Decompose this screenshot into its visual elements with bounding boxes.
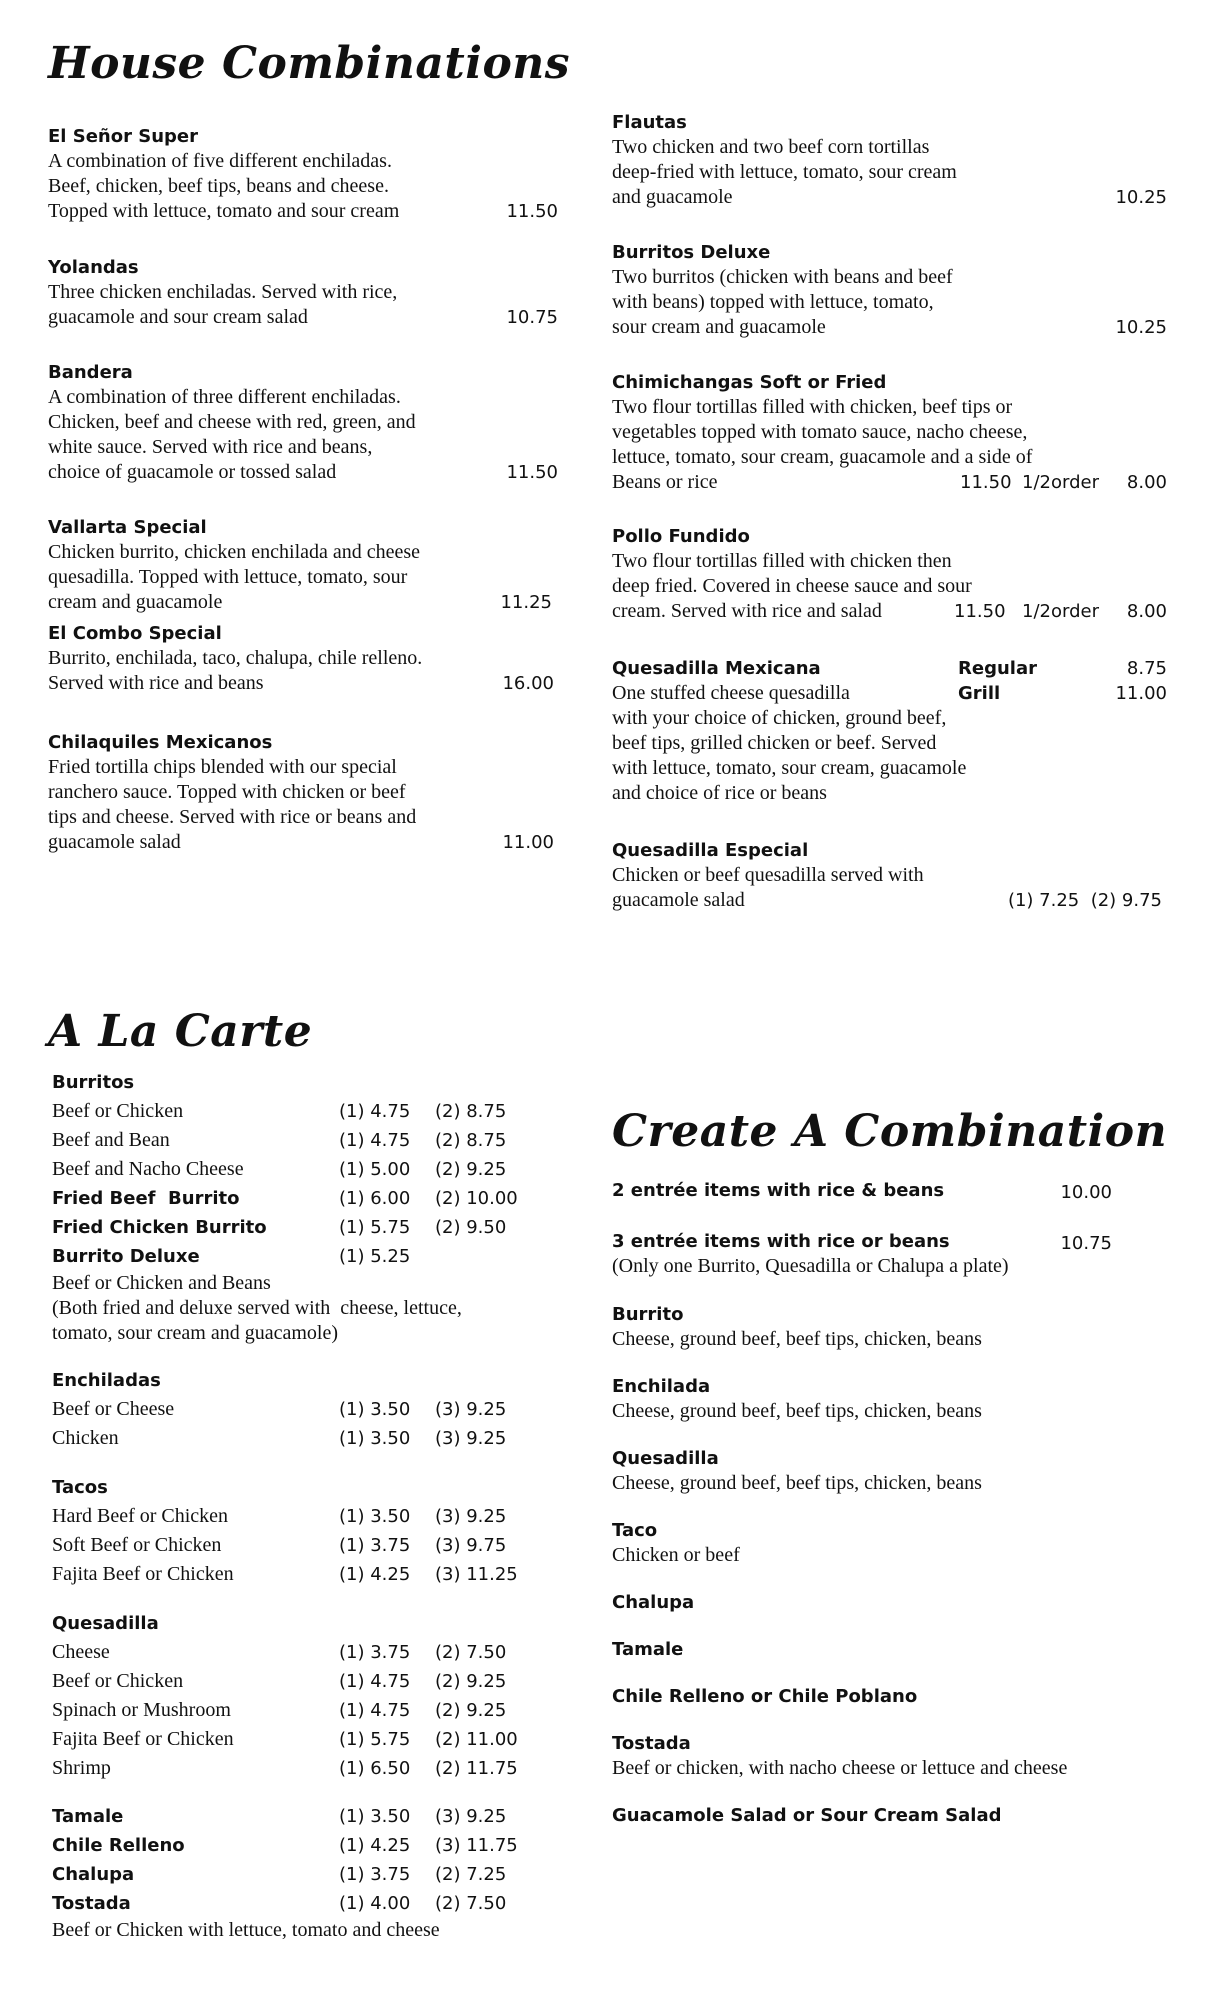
- menu-item-burritos-deluxe: [612, 240, 1167, 340]
- row-label: Tostada: [52, 1893, 131, 1914]
- item-desc-line: quesadilla. Topped with lettuce, tomato, sour: [48, 566, 408, 588]
- option-chile-relleno: [612, 1684, 1172, 1709]
- row-price-1: (1) 3.75: [339, 1642, 411, 1663]
- item-desc-line: Burrito, enchilada, taco, chalupa, chile relleno.: [48, 647, 423, 669]
- option-name: Taco: [612, 1520, 658, 1541]
- item-desc-line: Served with rice and beans: [48, 672, 264, 694]
- item-desc-line: Beef, chicken, beef tips, beans and cheese.: [48, 175, 389, 197]
- row-price-2: (2) 9.50: [435, 1217, 507, 1238]
- row-price-1: (1) 3.75: [339, 1864, 411, 1885]
- house-combinations-title: House Combinations: [48, 38, 571, 89]
- item-name: Yolandas: [48, 257, 139, 278]
- price-row: [52, 1242, 572, 1271]
- item-desc-line: and guacamole: [612, 186, 733, 208]
- menu-item-chimichangas: [612, 370, 1167, 495]
- row-price-2: (2) 8.75: [435, 1130, 507, 1151]
- row-price-1: (1) 3.50: [339, 1806, 411, 1827]
- row-price-2: (2) 10.00: [435, 1188, 518, 1209]
- row-label: Fried Beef Burrito: [52, 1188, 240, 1209]
- row-price-2: (2) 11.75: [435, 1758, 518, 1779]
- option-name: Quesadilla: [612, 1448, 719, 1469]
- row-price-2: (2) 9.25: [435, 1700, 507, 1721]
- item-desc-line: Two burritos (chicken with beans and beef: [612, 266, 953, 288]
- option-name: Tostada: [612, 1733, 691, 1754]
- item-desc-line: Fried tortilla chips blended with our special: [48, 756, 397, 778]
- price-row: [52, 1155, 572, 1184]
- three-items-note: (Only one Burrito, Quesadilla or Chalupa a plate): [612, 1255, 1009, 1277]
- row-price-1: (1) 5.25: [339, 1246, 411, 1267]
- option-tamale: [612, 1637, 1172, 1662]
- item-name: Quesadilla Especial: [612, 840, 809, 861]
- two-items-label: 2 entrée items with rice & beans: [612, 1180, 945, 1201]
- menu-item-el-senor-super: [48, 124, 558, 224]
- row-price-1: (1) 3.50: [339, 1428, 411, 1449]
- item-desc-line: Topped with lettuce, tomato and sour cream: [48, 200, 400, 222]
- item-desc-line: and choice of rice or beans: [612, 782, 827, 804]
- option-name: Enchilada: [612, 1376, 711, 1397]
- row-label: Tamale: [52, 1806, 124, 1827]
- price-row: [52, 1502, 572, 1531]
- item-desc-line: with beans) topped with lettuce, tomato,: [612, 291, 934, 313]
- item-desc-line: Chicken burrito, chicken enchilada and cheese: [48, 541, 421, 563]
- option-enchilada: [612, 1374, 1172, 1424]
- price-row: [52, 1126, 572, 1155]
- group-note: (Both fried and deluxe served with cheese, lettuce,: [52, 1297, 462, 1319]
- item-desc-line: A combination of five different enchiladas.: [48, 150, 392, 172]
- item-name: Pollo Fundido: [612, 526, 750, 547]
- row-price-2: (3) 9.25: [435, 1399, 507, 1420]
- item-name: Burritos Deluxe: [612, 242, 771, 263]
- item-desc-line: tips and cheese. Served with rice or beans and: [48, 806, 417, 828]
- price-row: [52, 1860, 572, 1889]
- price-row: [52, 1667, 572, 1696]
- item-desc-line: white sauce. Served with rice and beans,: [48, 436, 373, 458]
- menu-item-quesadilla-especial: [612, 838, 1167, 913]
- row-price-1: (1) 4.25: [339, 1835, 411, 1856]
- option-quesadilla: [612, 1446, 1172, 1496]
- row-price-1: (1) 4.75: [339, 1130, 411, 1151]
- price-row: [52, 1424, 572, 1453]
- option-guacamole-salad: [612, 1803, 1172, 1828]
- row-price-2: (3) 11.25: [435, 1564, 518, 1585]
- row-price-2: (2) 7.50: [435, 1893, 507, 1914]
- item-desc-line: Three chicken enchiladas. Served with rice,: [48, 281, 398, 303]
- option-chalupa: [612, 1590, 1172, 1615]
- item-name: Quesadilla Mexicana: [612, 658, 821, 679]
- row-price-1: (1) 5.75: [339, 1729, 411, 1750]
- option-name: Guacamole Salad or Sour Cream Salad: [612, 1805, 1002, 1826]
- item-desc-line: deep fried. Covered in cheese sauce and sour: [612, 575, 972, 597]
- item-price: 11.50: [506, 462, 558, 483]
- row-price-2: (3) 11.75: [435, 1835, 518, 1856]
- option-name: Tamale: [612, 1639, 684, 1660]
- row-price-1: (1) 4.00: [339, 1893, 411, 1914]
- item-price: 10.25: [1115, 317, 1167, 338]
- row-label: Beef and Bean: [52, 1129, 170, 1151]
- price-row: [52, 1395, 572, 1424]
- row-price-1: (1) 4.75: [339, 1101, 411, 1122]
- row-price-2: (2) 7.50: [435, 1642, 507, 1663]
- item-desc-line: Chicken or beef quesadilla served with: [612, 864, 924, 886]
- row-label: Fajita Beef or Chicken: [52, 1728, 234, 1750]
- item-price: 10.25: [1115, 187, 1167, 208]
- price-row: [52, 1802, 572, 1831]
- three-items-price: 10.75: [1060, 1233, 1112, 1254]
- item-name: El Señor Super: [48, 126, 198, 147]
- item-desc-line: Two chicken and two beef corn tortillas: [612, 136, 930, 158]
- menu-item-quesadilla-mexicana: [612, 656, 1167, 806]
- group-heading-quesadilla: Quesadilla: [52, 1613, 159, 1634]
- price-row: [52, 1638, 572, 1667]
- price-row: [52, 1531, 572, 1560]
- menu-item-yolandas: [48, 255, 558, 330]
- item-price: 10.75: [506, 307, 558, 328]
- row-price-1: (1) 4.75: [339, 1700, 411, 1721]
- item-desc-line: Two flour tortillas filled with chicken, beef tips or: [612, 396, 1013, 418]
- item-desc-line: ranchero sauce. Topped with chicken or beef: [48, 781, 406, 803]
- price-row: [52, 1560, 572, 1589]
- item-desc-line: Beans or rice: [612, 471, 718, 493]
- price-row: [52, 1889, 572, 1918]
- price-row: [52, 1725, 572, 1754]
- item-desc-line: choice of guacamole or tossed salad: [48, 461, 337, 483]
- price-row: [52, 1184, 572, 1213]
- row-label: Spinach or Mushroom: [52, 1699, 231, 1721]
- menu-item-pollo-fundido: [612, 524, 1167, 624]
- row-price-2: (3) 9.25: [435, 1506, 507, 1527]
- group-heading-tacos: Tacos: [52, 1477, 108, 1498]
- item-desc-line: with your choice of chicken, ground beef,: [612, 707, 947, 729]
- row-price-2: (2) 9.25: [435, 1159, 507, 1180]
- row-label: Beef or Cheese: [52, 1398, 175, 1420]
- row-price-2: (2) 7.25: [435, 1864, 507, 1885]
- row-price-2: (3) 9.25: [435, 1428, 507, 1449]
- option-label-grill: Grill: [958, 683, 1001, 704]
- item-name: Flautas: [612, 112, 687, 133]
- row-label: Cheese: [52, 1641, 110, 1663]
- item-price: 16.00: [502, 673, 554, 694]
- item-desc-line: One stuffed cheese quesadilla: [612, 682, 850, 704]
- option-price-grill: 11.00: [1115, 683, 1167, 704]
- row-price-1: (1) 5.00: [339, 1159, 411, 1180]
- row-label: Burrito Deluxe: [52, 1246, 200, 1267]
- create-combination-title: Create A Combination: [612, 1106, 1168, 1157]
- option-desc: Cheese, ground beef, beef tips, chicken, beans: [612, 1400, 982, 1422]
- price-row: [52, 1831, 572, 1860]
- group-heading-burritos: Burritos: [52, 1072, 135, 1093]
- option-desc: Beef or chicken, with nacho cheese or lettuce and cheese: [612, 1757, 1068, 1779]
- row-label: Beef or Chicken: [52, 1670, 184, 1692]
- option-tostada: [612, 1731, 1132, 1781]
- row-price-1: (1) 6.50: [339, 1758, 411, 1779]
- row-price-2: (3) 9.75: [435, 1535, 507, 1556]
- item-desc-line: cream and guacamole: [48, 591, 223, 613]
- group-note: Beef or Chicken with lettuce, tomato and cheese: [52, 1919, 440, 1941]
- half-order-price: 8.00: [1126, 601, 1167, 622]
- row-price-2: (3) 9.25: [435, 1806, 507, 1827]
- item-desc-line: sour cream and guacamole: [612, 316, 826, 338]
- item-desc-line: lettuce, tomato, sour cream, guacamole and a side of: [612, 446, 1033, 468]
- price-row: [52, 1696, 572, 1725]
- item-desc-line: Two flour tortillas filled with chicken then: [612, 550, 952, 572]
- option-desc: Chicken or beef: [612, 1544, 740, 1566]
- row-price-1: (1) 4.75: [339, 1671, 411, 1692]
- item-price: 11.50: [506, 201, 558, 222]
- row-label: Chalupa: [52, 1864, 135, 1885]
- menu-item-vallarta-special: [48, 515, 558, 615]
- item-name: Chilaquiles Mexicanos: [48, 732, 273, 753]
- item-desc-line: beef tips, grilled chicken or beef. Served: [612, 732, 937, 754]
- half-order-price: 8.00: [1126, 472, 1167, 493]
- item-desc-line: vegetables topped with tomato sauce, nacho cheese,: [612, 421, 1028, 443]
- item-price: 11.00: [502, 832, 554, 853]
- price-row: [52, 1213, 572, 1242]
- menu-item-el-combo-special: [48, 621, 558, 696]
- item-name: Chimichangas Soft or Fried: [612, 372, 887, 393]
- row-label: Fried Chicken Burrito: [52, 1217, 267, 1238]
- menu-item-flautas: [612, 110, 1167, 210]
- row-label: Hard Beef or Chicken: [52, 1505, 229, 1527]
- item-name: Vallarta Special: [48, 517, 207, 538]
- row-label: Beef and Nacho Cheese: [52, 1158, 244, 1180]
- group-heading-enchiladas: Enchiladas: [52, 1370, 161, 1391]
- option-burrito: [612, 1302, 1172, 1352]
- row-label: Chile Relleno: [52, 1835, 185, 1856]
- option-desc: Cheese, ground beef, beef tips, chicken, beans: [612, 1472, 982, 1494]
- option-name: Chalupa: [612, 1592, 695, 1613]
- two-items-price: 10.00: [1060, 1182, 1112, 1203]
- menu-item-chilaquiles-mexicanos: [48, 730, 558, 855]
- option-name: Chile Relleno or Chile Poblano: [612, 1686, 918, 1707]
- create-combination-list: [612, 1178, 1172, 1828]
- item-price: 11.50: [960, 472, 1012, 493]
- half-order-label: 1/2order: [1022, 472, 1099, 493]
- item-desc-line: Chicken, beef and cheese with red, green, and: [48, 411, 416, 433]
- three-items-label: 3 entrée items with rice or beans: [612, 1231, 950, 1252]
- row-label: Fajita Beef or Chicken: [52, 1563, 234, 1585]
- item-price: 11.25: [500, 592, 552, 613]
- group-note: Beef or Chicken and Beans: [52, 1272, 271, 1294]
- option-taco: [612, 1518, 1172, 1568]
- option-desc: Cheese, ground beef, beef tips, chicken, beans: [612, 1328, 982, 1350]
- row-price-1: (1) 3.75: [339, 1535, 411, 1556]
- item-price: 11.50: [954, 601, 1006, 622]
- row-price-2: (2) 9.25: [435, 1671, 507, 1692]
- option-price-regular: 8.75: [1126, 658, 1167, 679]
- item-desc-line: guacamole salad: [48, 831, 181, 853]
- item-name: El Combo Special: [48, 623, 222, 644]
- row-price-1: (1) 5.75: [339, 1217, 411, 1238]
- row-price-1: (1) 3.50: [339, 1506, 411, 1527]
- option-name: Burrito: [612, 1304, 684, 1325]
- price-row: [52, 1097, 572, 1126]
- option-label-regular: Regular: [958, 658, 1037, 679]
- row-label: Soft Beef or Chicken: [52, 1534, 222, 1556]
- group-note: tomato, sour cream and guacamole): [52, 1322, 338, 1344]
- a-la-carte-list: [52, 1068, 572, 1943]
- row-label: Beef or Chicken: [52, 1100, 184, 1122]
- item-desc-line: deep-fried with lettuce, tomato, sour cream: [612, 161, 957, 183]
- menu-item-bandera: [48, 360, 558, 485]
- row-label: Shrimp: [52, 1757, 111, 1779]
- row-price-2: (2) 8.75: [435, 1101, 507, 1122]
- price-row: [52, 1754, 572, 1783]
- half-order-label: 1/2order: [1022, 601, 1099, 622]
- row-price-1: (1) 6.00: [339, 1188, 411, 1209]
- row-price-2: (2) 11.00: [435, 1729, 518, 1750]
- item-desc-line: A combination of three different enchiladas.: [48, 386, 401, 408]
- item-desc-line: guacamole salad: [612, 889, 745, 911]
- a-la-carte-title: A La Carte: [48, 1006, 313, 1057]
- item-desc-line: cream. Served with rice and salad: [612, 600, 882, 622]
- row-label: Chicken: [52, 1427, 119, 1449]
- row-price-1: (1) 4.25: [339, 1564, 411, 1585]
- item-price: (1) 7.25 (2) 9.75: [1007, 890, 1162, 911]
- row-price-1: (1) 3.50: [339, 1399, 411, 1420]
- item-name: Bandera: [48, 362, 133, 383]
- item-desc-line: guacamole and sour cream salad: [48, 306, 308, 328]
- item-desc-line: with lettuce, tomato, sour cream, guacamole: [612, 757, 967, 779]
